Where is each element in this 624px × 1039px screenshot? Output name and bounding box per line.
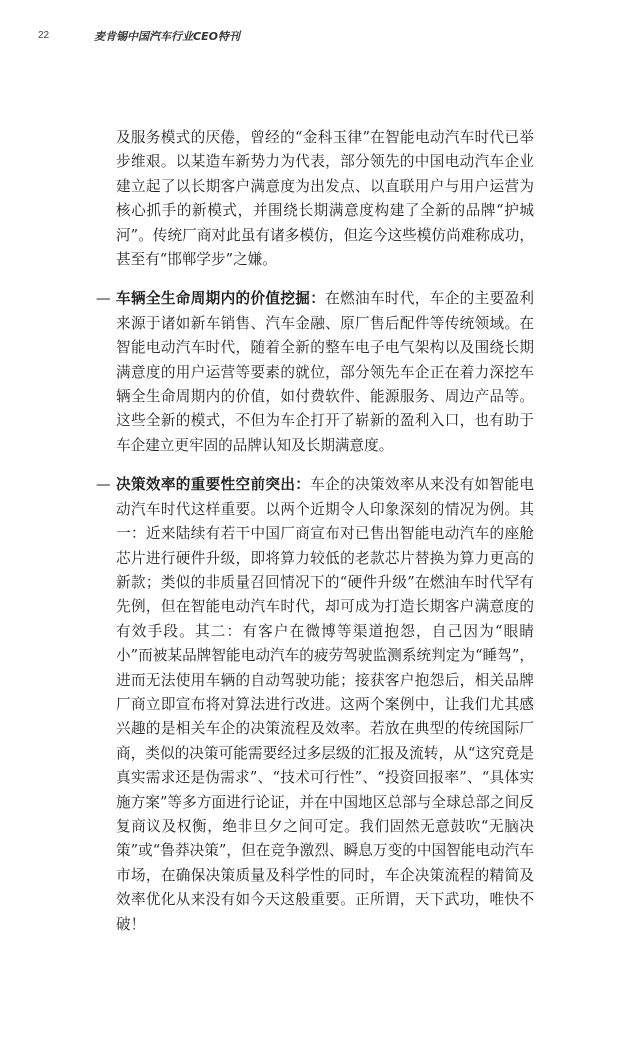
running-title: 麦肯锡中国汽车行业CEO特刊	[94, 30, 240, 43]
list-item-text	[96, 473, 534, 937]
dash-bullet: —	[96, 476, 111, 494]
list-item-body: 车企的决策效率从来没有如智能电动汽车时代这样重要。以两个近期令人印象深刻的情况为例。其一：近来陆续有若干中国厂商宣布对已售出智能电动汽车的座舱芯片进行硬件升级，即将算力较低的老款芯片替换为算力更高的新款；类似的非质量召回情况下的“硬件升级”在燃油车时代罕有先例，但在智能电动汽车时代，却可成为打造长期客户满意度的有效手段。其二：有客户在微博等渠道抱怨，自己因为“眼睛小”而被某品牌智能电动汽车的疲劳驾驶监测系统判定为“睡驾”，进而无法使用车辆的自动驾驶功能；接获客户抱怨后，相关品牌厂商立即宣布将对算法进行改进。这两个案例中，让我们尤其感兴趣的是相关车企的决策流程及效率。若放在典型的传统国际厂商，类似的决策可能需要经过多层级的汇报及流转，从“这究竟是真实需求还是伪需求”、“技术可行性”、“投资回报率”、“具体实施方案”等多方面进行论证，并在中国地区总部与全球总部之间反复商议及权衡，绝非旦夕之间可定。我们固然无意鼓吹“无脑决策”或“鲁莽决策”，但在竞争激烈、瞬息万变的中国智能电动汽车市场，在确保决策质量及科学性的同时，车企决策流程的精简及效率优化从来没有如今天这般重要。正所谓，天下武功，唯快不破！	[116, 476, 534, 933]
list-item-text	[96, 287, 534, 458]
page-header	[0, 28, 624, 48]
list-item-lead: 车辆全生命周期内的价值挖掘：	[116, 290, 326, 308]
body-content	[96, 126, 534, 937]
list-item-lifecycle-value	[96, 287, 534, 458]
dash-bullet: —	[96, 290, 111, 308]
page-number: 22	[38, 30, 50, 41]
list-item-lead: 决策效率的重要性空前突出：	[116, 476, 311, 494]
intro-paragraph: 及服务模式的厌倦，曾经的“金科玉律”在智能电动汽车时代已举步维艰。以某造车新势力为代表，部分领先的中国电动汽车企业建立起了以长期客户满意度为出发点、以直联用户与用户运营为核心抓手的新模式，并围绕长期满意度构建了全新的品牌“护城河”。传统厂商对此虽有诸多模仿，但迄今这些模仿尚难称成功，甚至有“邯郸学步”之嫌。	[116, 129, 534, 269]
list-item-decision-efficiency	[96, 473, 534, 937]
list-item-body: 在燃油车时代，车企的主要盈利来源于诸如新车销售、汽车金融、原厂售后配件等传统领域。在智能电动汽车时代，随着全新的整车电子电气架构以及围绕长期满意度的用户运营等要素的就位，部分领先车企正在着力深挖车辆全生命周期内的价值，如付费软件、能源服务、周边产品等。这些全新的模式，不但为车企打开了崭新的盈利入口，也有助于车企建立更牢固的品牌认知及长期满意度。	[116, 290, 534, 454]
